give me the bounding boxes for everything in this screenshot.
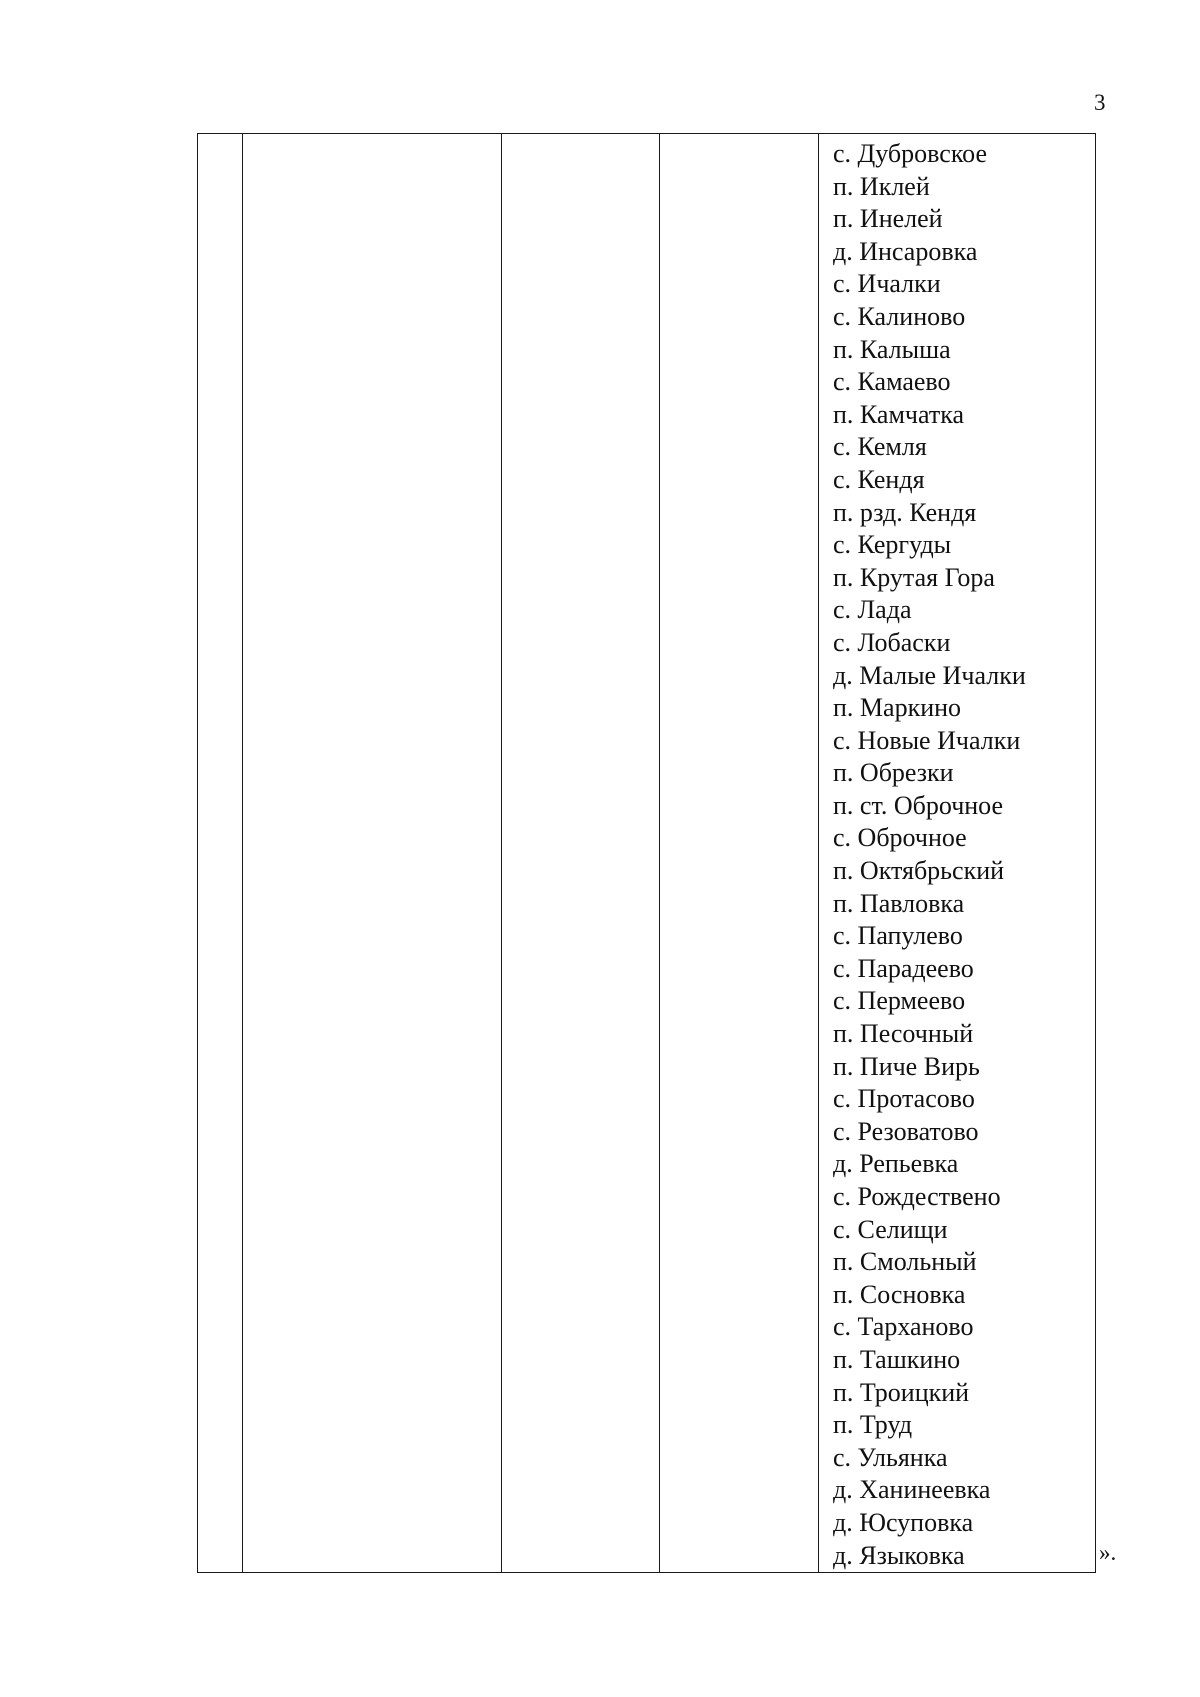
table-row <box>198 134 1096 1573</box>
settlement-list <box>819 134 1095 1572</box>
table-cell-col-4 <box>660 134 819 1573</box>
settlement-item: п. Иклей <box>833 171 930 201</box>
settlement-item: п. Октябрьский <box>833 856 1005 886</box>
settlement-item: п. Обрезки <box>833 758 954 788</box>
page-number: 3 <box>1094 90 1106 115</box>
settlement-item: с. Папулево <box>833 921 963 951</box>
settlement-item: п. Смольный <box>833 1247 977 1277</box>
settlements-table <box>197 133 1096 1573</box>
settlement-item: с. Дубровское <box>833 139 987 168</box>
settlement-item: с. Калиново <box>833 301 966 331</box>
table-cell-col-1 <box>198 134 243 1573</box>
settlement-item: п. Инелей <box>833 204 943 234</box>
settlement-item: п. Камчатка <box>833 399 964 429</box>
settlement-item: с. Пермеево <box>833 986 966 1016</box>
settlement-item: с. Кемля <box>833 432 927 462</box>
settlement-item: д. Юсуповка <box>833 1507 974 1537</box>
settlement-item: с. Резоватово <box>833 1116 979 1146</box>
settlement-item: д. Инсаровка <box>833 236 978 266</box>
settlement-item: п. рзд. Кендя <box>833 497 977 527</box>
table-cell-col-2 <box>243 134 502 1573</box>
settlement-item: п. Труд <box>833 1410 913 1440</box>
settlement-item: д. Языковка <box>833 1540 965 1570</box>
settlement-item: д. Ханинеевка <box>833 1475 991 1505</box>
settlement-item: с. Тарханово <box>833 1312 974 1342</box>
closing-quote-mark: ». <box>1099 1540 1117 1565</box>
settlement-item: п. Ташкино <box>833 1344 961 1374</box>
settlement-item: д. Репьевка <box>833 1149 959 1179</box>
settlement-item: с. Новые Ичалки <box>833 725 1021 755</box>
settlement-item: с. Кендя <box>833 464 925 494</box>
table-cell-col-3 <box>502 134 660 1573</box>
settlement-item: с. Ульянка <box>833 1442 948 1472</box>
settlement-item: п. ст. Оброчное <box>833 790 1004 820</box>
settlement-item: с. Парадеево <box>833 953 974 983</box>
settlement-item: п. Сосновка <box>833 1279 966 1309</box>
settlement-item: с. Лада <box>833 595 912 625</box>
table-cell-settlements <box>819 134 1096 1573</box>
settlement-item: п. Пиче Вирь <box>833 1051 980 1081</box>
settlement-item: с. Камаево <box>833 367 951 397</box>
settlement-item: п. Павловка <box>833 888 965 918</box>
settlement-item: с. Рождествено <box>833 1182 1001 1211</box>
settlement-item: п. Троицкий <box>833 1377 970 1407</box>
settlement-item: п. Маркино <box>833 693 962 723</box>
settlement-item: п. Крутая Гора <box>833 562 995 592</box>
settlement-item: с. Селищи <box>833 1214 948 1244</box>
settlement-item: с. Протасово <box>833 1084 975 1114</box>
settlement-item: с. Кергуды <box>833 530 952 560</box>
settlement-item: п. Песочный <box>833 1019 974 1049</box>
settlement-item: с. Лобаски <box>833 627 951 657</box>
settlement-item: с. Оброчное <box>833 823 967 853</box>
settlement-item: п. Калыша <box>833 334 951 364</box>
settlement-item: д. Малые Ичалки <box>833 660 1026 690</box>
settlement-item: с. Ичалки <box>833 269 941 299</box>
